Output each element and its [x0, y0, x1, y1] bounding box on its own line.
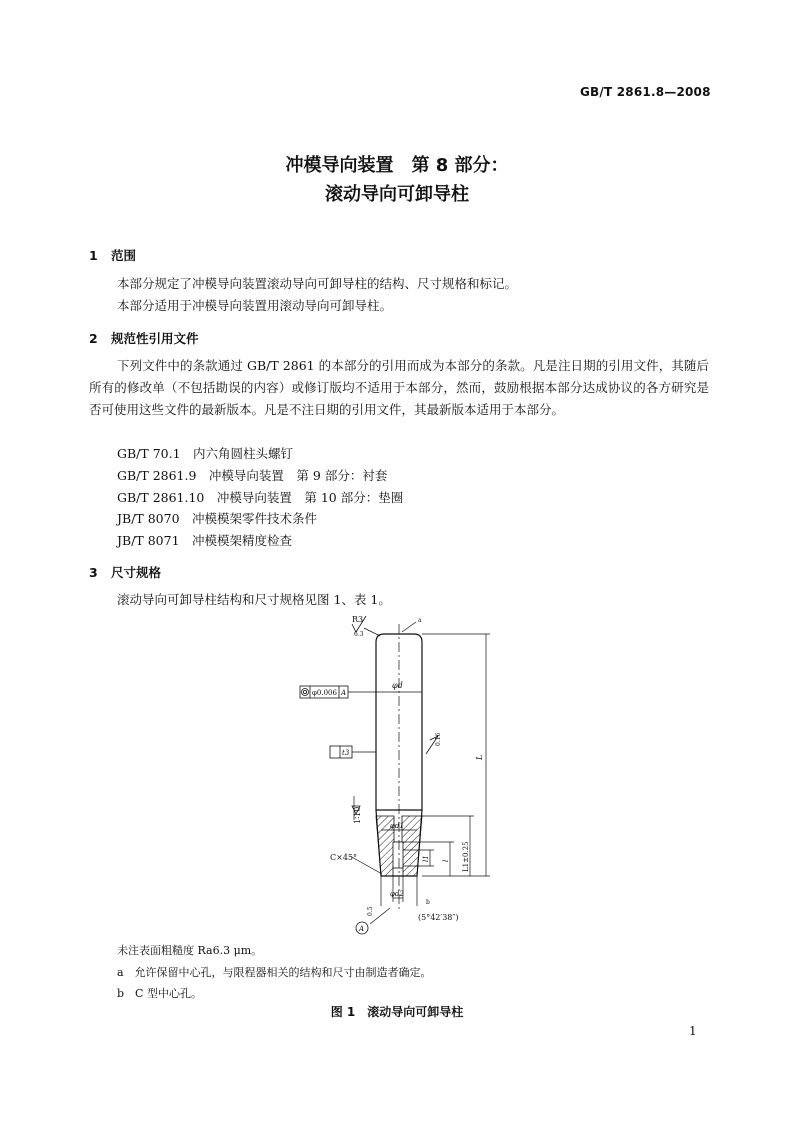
l-label: l: [442, 859, 450, 862]
reference-item: JB/T 8070 冲模模架零件技术条件: [117, 511, 318, 526]
section-1-paragraph-1: 本部分规定了冲模导向装置滚动导向可卸导柱的结构、尺寸规格和标记。: [117, 276, 518, 291]
dim-L-label: L: [475, 754, 484, 760]
reference-item: GB/T 2861.10 冲模导向装置 第 10 部分：垫圈: [117, 490, 404, 505]
figure-note-a: a 允许保留中心孔，与限程器相关的结构和尺寸由制造者确定。: [117, 966, 432, 979]
section-title: 范围: [111, 248, 137, 263]
section-number: 2: [89, 331, 98, 346]
guide-pillar-drawing: [290, 610, 520, 940]
taper-label: 1∶10: [353, 806, 362, 824]
page-number: 1: [689, 1024, 697, 1038]
section-3-heading: [89, 563, 161, 581]
note-b-marker: b: [426, 899, 430, 906]
datum-ref-label: A: [341, 689, 347, 697]
standard-number: GB/T 2861.8—2008: [580, 85, 711, 99]
ra-side-label: 0.16: [435, 732, 442, 746]
reference-item: GB/T 2861.9 冲模导向装置 第 9 部分：衬套: [117, 468, 388, 483]
tolerance-value: φ0.006: [312, 689, 337, 697]
phi-d1-label: φd1: [390, 822, 404, 830]
ra-top-label: 6.3: [354, 631, 364, 638]
figure-note-b: b C 型中心孔。: [117, 987, 202, 1000]
l1-label: l1: [422, 855, 430, 862]
figure-caption: 图 1 滚动导向可卸导柱: [330, 1005, 464, 1019]
section-3-paragraph: 滚动导向可卸导柱结构和尺寸规格见图 1、表 1。: [117, 592, 391, 607]
chamfer-label: C×45°: [330, 853, 358, 862]
angle-label: (5°42′38″): [418, 913, 459, 922]
datum-a-label: A: [359, 925, 365, 933]
phi-d2-label: φd2: [390, 890, 404, 898]
phi-d-label: φd: [392, 681, 403, 690]
section-title: 规范性引用文件: [111, 331, 199, 346]
reference-item: GB/T 70.1 内六角圆柱头螺钉: [117, 446, 294, 461]
reference-item: JB/T 8071 冲模模架精度检查: [117, 533, 293, 548]
section-2-paragraph: 下列文件中的条款通过 GB/T 2861 的本部分的引用而成为本部分的条款。凡是注日期的引用文件，其随后所有的修改单（不包括勘误的内容）或修订版均不适用于本部分，然而，鼓励根据本部分达成协议的各方研究是否可使用这些文件的最新版本。凡是不注日期的引用文件，其最新版本适用于本部分。: [89, 358, 709, 417]
section-1-paragraph-2: 本部分适用于冲模导向装置用滚动导向可卸导柱。: [117, 298, 393, 313]
figure-note-main: 未注表面粗糙度 Ra6.3 μm。: [117, 944, 263, 957]
section-title: 尺寸规格: [111, 565, 162, 580]
dim-05-label: 0.5: [367, 906, 374, 916]
section-number: 1: [89, 248, 98, 263]
r3-label: R3: [352, 615, 364, 624]
document-title-line2: 滚动导向可卸导柱: [325, 184, 469, 205]
L1-label: L1±0.25: [462, 841, 470, 872]
section-2-heading: [89, 329, 199, 347]
section-number: 3: [89, 565, 98, 580]
note-a-marker: a: [418, 617, 422, 624]
t3-label: t3: [342, 749, 350, 757]
section-1-heading: [89, 246, 136, 264]
document-title-line1: 冲模导向装置 第 8 部分：: [285, 155, 509, 176]
screw-hole: [393, 842, 403, 868]
